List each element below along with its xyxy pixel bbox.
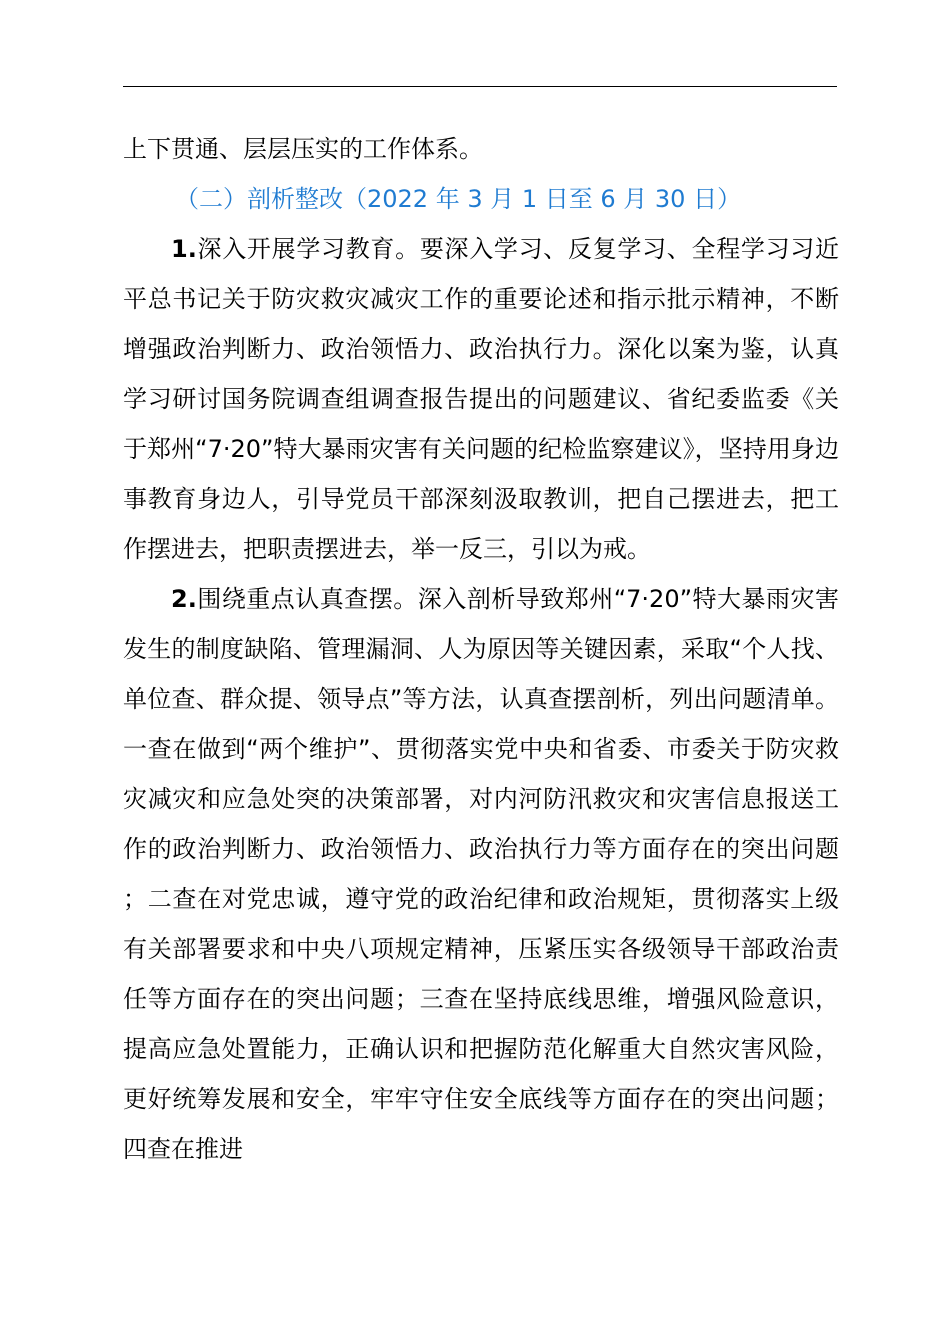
header-rule bbox=[123, 86, 837, 87]
item-2-text: 围绕重点认真查摆。深入剖析导致郑州“7·20”特大暴雨灾害发生的制度缺陷、管理漏洞、人为原因等关键因素，采取“个人找、单位查、群众提、领导点”等方法，认真查摆剖析，列出问题清单。一查在做到“两个维护”、贯彻落实党中央和省委、市委关于防灾救灾减灾和应急处突的决策部署，对内河防汛救灾和灾害信息报送工作的政治判断力、政治领悟力、政治执行力等方面存在的突出问题；二查在对党忠诚，遵守党的政治纪律和政治规矩，贯彻落实上级有关部署要求和中央八项规定精神，压紧压实各级领导干部政治责任等方面存在的突出问题；三查在坚持底线思维，增强风险意识，提高应急处置能力，正确认识和把握防范化解重大自然灾害风险，更好统筹发展和安全，牢牢守住安全底线等方面存在的突出问题；四查在推进 bbox=[123, 585, 839, 1163]
paragraph-continuation: 上下贯通、层层压实的工作体系。 bbox=[123, 135, 483, 163]
section-subheading: （二）剖析整改（2022 年 3 月 1 日至 6 月 30 日） bbox=[175, 185, 742, 213]
item-1-text: 深入开展学习教育。要深入学习、反复学习、全程学习习近平总书记关于防灾救灾减灾工作的重要论述和指示批示精神，不断增强政治判断力、政治领悟力、政治执行力。深化以案为鉴，认真学习研讨国务院调查组调查报告提出的问题建议、省纪委监委《关于郑州“7·20”特大暴雨灾害有关问题的纪检监察建议》，坚持用身边事教育身边人，引导党员干部深刻汲取教训，把自己摆进去，把工作摆进去，把职责摆进去，举一反三，引以为戒。 bbox=[123, 235, 839, 563]
paragraph-item-2 bbox=[123, 574, 839, 1174]
item-2-number: 2. bbox=[171, 585, 197, 613]
document-body bbox=[123, 124, 839, 1174]
paragraph-item-1 bbox=[123, 224, 839, 574]
item-1-number: 1. bbox=[171, 235, 197, 263]
